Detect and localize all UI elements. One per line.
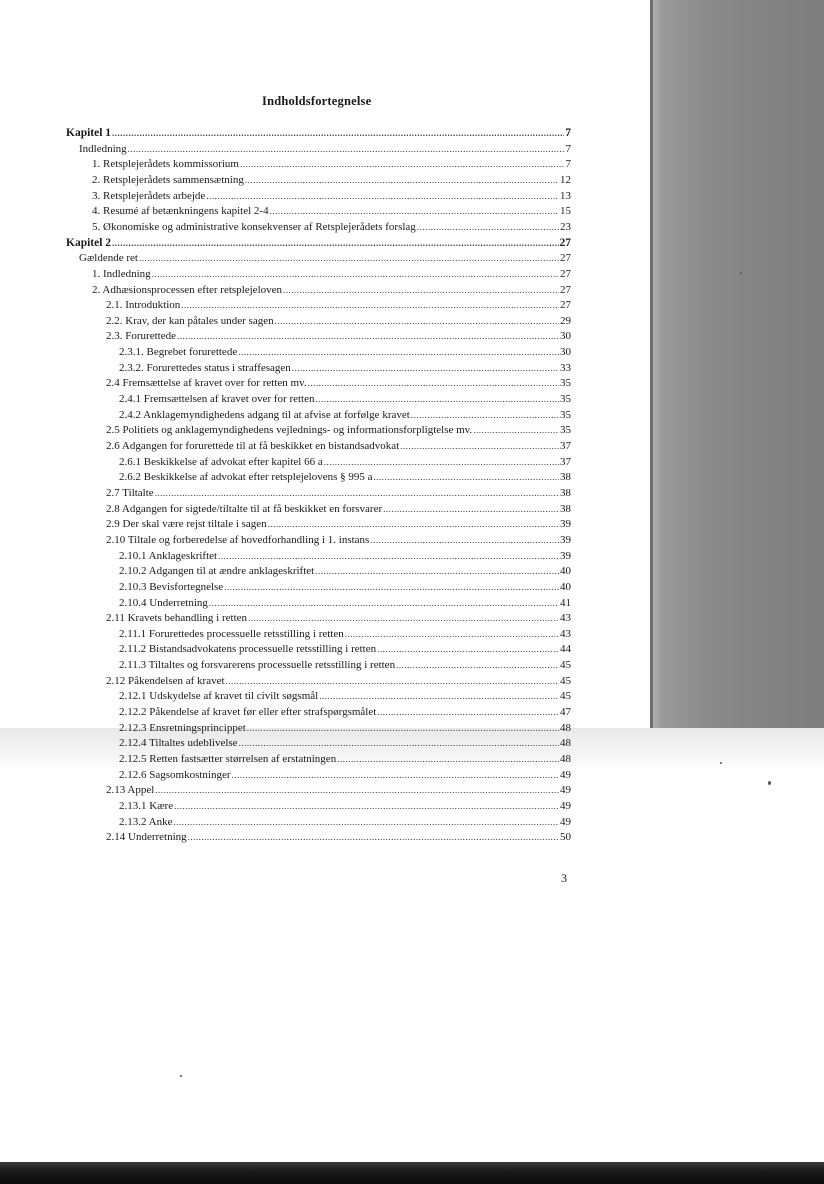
toc-entry-page: 33	[560, 361, 571, 374]
toc-entry-page: 37	[560, 455, 571, 468]
toc-entry	[119, 705, 571, 719]
toc-dot-leader	[206, 189, 559, 203]
toc-entry-page: 48	[560, 721, 571, 734]
toc-entry-title: 2.12.4 Tiltaltes udeblivelse	[119, 737, 238, 750]
toc-entry-title: 2.11.2 Bistandsadvokatens processuelle retsstilling i retten	[119, 643, 377, 656]
toc-entry-page: 35	[560, 393, 571, 406]
toc-entry-title: 2.11 Kravets behandling i retten	[106, 612, 248, 625]
toc-dot-leader	[188, 830, 559, 844]
toc-dot-leader	[370, 533, 559, 547]
toc-dot-leader	[240, 157, 565, 171]
toc-entry-title: 2.12.3 Ensretningsprincippet	[119, 721, 246, 734]
toc-entry	[119, 470, 571, 484]
toc-dot-leader	[209, 596, 559, 610]
toc-dot-leader	[400, 439, 559, 453]
toc-entry	[119, 799, 571, 813]
toc-dot-leader	[396, 658, 559, 672]
toc-entry-title: 2.12.1 Udskydelse af kravet til civilt søgsmål	[119, 690, 319, 703]
toc-entry-title: 2.8 Adgangen for sigtede/tiltalte til at få beskikket en forsvarer	[106, 502, 383, 515]
toc-entry-title: Gældende ret	[79, 252, 138, 265]
toc-entry-title: 2.4 Fremsættelse af kravet over for retten mv.	[106, 377, 307, 390]
toc-entry-title: 1. Retsplejerådets kommissorium	[92, 158, 239, 171]
scan-speck	[768, 781, 771, 785]
toc-entry-page: 50	[560, 831, 571, 844]
toc-entry-page: 39	[560, 549, 571, 562]
toc-dot-leader	[139, 251, 559, 265]
toc-entry-page: 38	[560, 486, 571, 499]
toc-entry-title: 2.11.1 Forurettedes processuelle retsstilling i retten	[119, 627, 344, 640]
toc-dot-leader	[155, 486, 559, 500]
toc-entry	[119, 392, 571, 406]
toc-entry-page: 30	[560, 346, 571, 359]
toc-dot-leader	[411, 408, 559, 422]
toc-entry-page: 27	[560, 267, 571, 280]
toc-entry-title: 2.6 Adgangen for forurettede til at få beskikket en bistandsadvokat	[106, 440, 400, 452]
toc-entry-page: 45	[560, 659, 571, 672]
toc-dot-leader	[308, 376, 559, 390]
toc-entry-page: 23	[560, 220, 571, 233]
toc-entry-title: 2.5 Politiets og anklagemyndighedens vejlednings- og informationsforpligtelse mv.	[106, 424, 473, 437]
toc-entry	[119, 642, 571, 656]
toc-entry-title: 2. Retsplejerådets sammensætning	[92, 173, 244, 186]
toc-entry-title: 5. Økonomiske og administrative konsekvenser af Retsplejerådets forslag	[92, 220, 416, 233]
toc-entry	[119, 549, 571, 563]
toc-entry-title: 2.11.3 Tiltaltes og forsvarerens processuelle retsstilling i retten	[119, 659, 396, 672]
toc-dot-leader	[112, 126, 564, 140]
toc-entry-title: 2.12 Påkendelsen af kravet	[106, 674, 225, 687]
toc-entry-page: 37	[560, 440, 571, 452]
toc-dot-leader	[226, 674, 559, 688]
scan-speck	[720, 762, 722, 764]
toc-entry-title: 2.12.6 Sagsomkostninger	[119, 768, 231, 781]
toc-dot-leader	[319, 689, 559, 703]
toc-entry-page: 12	[560, 173, 571, 186]
toc-entry	[119, 596, 571, 610]
toc-entry-page: 45	[560, 674, 571, 687]
toc-entry-title: Indledning	[79, 142, 127, 155]
toc-dot-leader	[218, 549, 559, 563]
toc-entry-page: 41	[560, 596, 571, 609]
toc-entry	[106, 423, 571, 437]
toc-entry-title: 4. Resumé af betænkningens kapitel 2-4	[92, 205, 269, 218]
scanner-bottom-edge	[0, 1162, 824, 1184]
toc-entry	[119, 345, 571, 359]
toc-entry	[106, 611, 571, 625]
toc-entry-page: 7	[565, 127, 571, 139]
scan-shadow	[650, 0, 824, 728]
toc-dot-leader	[324, 455, 559, 469]
toc-dot-leader	[283, 283, 559, 297]
toc-entry-title: 2.3. Forurettede	[106, 330, 176, 343]
toc-entry-title: 2.3.2. Forurettedes status i straffesagen	[119, 361, 291, 374]
toc-dot-leader	[224, 580, 559, 594]
toc-entry	[119, 361, 571, 375]
toc-entry-page: 47	[560, 706, 571, 719]
toc-entry-page: 27	[560, 299, 571, 312]
scan-speck	[740, 272, 742, 274]
toc-entry	[119, 815, 571, 829]
toc-entry	[79, 142, 571, 156]
toc-entry-title: 3. Retsplejerådets arbejde	[92, 189, 206, 202]
toc-entry	[119, 580, 571, 594]
toc-entry-title: 2.2. Krav, der kan påtales under sagen	[106, 314, 274, 327]
toc-entry	[106, 830, 571, 844]
toc-dot-leader	[417, 220, 559, 234]
toc-entry-page: 40	[560, 580, 571, 593]
toc-dot-leader	[315, 564, 559, 578]
toc-dot-leader	[239, 736, 559, 750]
toc-entry-title: 2.12.5 Retten fastsætter størrelsen af erstatningen	[119, 753, 337, 765]
toc-dot-leader	[374, 470, 559, 484]
toc-entry-title: 2.4.2 Anklagemyndighedens adgang til at afvise at forfølge kravet	[119, 408, 410, 421]
toc-entry	[92, 204, 571, 218]
toc-entry-page: 27	[559, 236, 571, 249]
toc-dot-leader	[155, 783, 559, 797]
toc-entry-page: 43	[560, 627, 571, 640]
toc-entry	[119, 689, 571, 703]
toc-entry-title: 2.10.3 Bevisfortegnelse	[119, 580, 224, 593]
toc-entry	[66, 126, 571, 140]
toc-entry-page: 38	[560, 502, 571, 515]
toc-entry-page: 7	[565, 158, 571, 171]
toc-entry-page: 27	[560, 252, 571, 265]
toc-entry	[106, 314, 571, 328]
toc-entry	[119, 627, 571, 641]
toc-dot-leader	[177, 329, 559, 343]
toc-entry-page: 49	[560, 784, 571, 797]
toc-entry-title: 2.10 Tiltale og forberedelse af hovedforhandling i 1. instans	[106, 533, 370, 546]
toc-entry-page: 7	[565, 142, 571, 155]
toc-entry-title: Kapitel 2	[66, 236, 112, 249]
toc-entry	[119, 736, 571, 750]
toc-entry-title: 2.10.4 Underretning	[119, 596, 208, 609]
toc-entry	[79, 251, 571, 265]
toc-dot-leader	[345, 627, 559, 641]
toc-entry-page: 48	[560, 753, 571, 765]
toc-entry	[92, 220, 571, 234]
toc-entry-page: 40	[560, 565, 571, 578]
toc-entry	[92, 267, 571, 281]
toc-entry	[119, 752, 571, 766]
toc-entry	[119, 455, 571, 469]
page-title: Indholdsfortegnelse	[262, 94, 372, 108]
toc-entry	[106, 783, 571, 797]
toc-dot-leader	[316, 392, 560, 406]
toc-entry-page: 29	[560, 314, 571, 327]
toc-entry-title: 2.3.1. Begrebet forurettede	[119, 346, 238, 359]
toc-entry	[119, 658, 571, 672]
toc-entry	[119, 768, 571, 782]
toc-dot-leader	[245, 173, 559, 187]
toc-entry-page: 15	[560, 205, 571, 218]
toc-entry-title: 1. Indledning	[92, 267, 151, 280]
toc-entry-title: 2.4.1 Fremsættelsen af kravet over for retten	[119, 393, 315, 406]
toc-entry	[106, 517, 571, 531]
page-number: 3	[561, 871, 567, 885]
scan-shadow-edge	[650, 0, 653, 728]
toc-entry-page: 43	[560, 612, 571, 625]
toc-entry-page: 48	[560, 737, 571, 750]
toc-dot-leader	[292, 361, 559, 375]
toc-entry	[119, 408, 571, 422]
toc-entry-title: 2.1. Introduktion	[106, 299, 181, 312]
toc-dot-leader	[128, 142, 565, 156]
toc-dot-leader	[174, 799, 559, 813]
toc-entry-page: 35	[560, 377, 571, 390]
toc-entry	[66, 236, 571, 250]
toc-entry-title: 2.13 Appel	[106, 784, 155, 797]
toc-dot-leader	[270, 204, 559, 218]
toc-entry	[92, 189, 571, 203]
toc-entry	[106, 533, 571, 547]
toc-entry	[106, 329, 571, 343]
toc-entry-page: 35	[560, 424, 571, 437]
toc-dot-leader	[473, 423, 559, 437]
toc-entry-page: 39	[560, 518, 571, 531]
toc-dot-leader	[152, 267, 559, 281]
toc-entry-page: 49	[560, 815, 571, 828]
toc-entry-title: 2.6.2 Beskikkelse af advokat efter retsplejelovens § 995 a	[119, 471, 373, 484]
toc-dot-leader	[337, 752, 559, 766]
toc-entry	[92, 157, 571, 171]
toc-dot-leader	[181, 298, 559, 312]
scan-speck	[180, 1075, 182, 1077]
toc-entry-title: 2.13.1 Kære	[119, 799, 174, 812]
toc-entry	[92, 173, 571, 187]
toc-entry-page: 30	[560, 330, 571, 343]
toc-entry-page: 49	[560, 799, 571, 812]
toc-entry-title: 2.14 Underretning	[106, 831, 187, 844]
toc-entry-page: 49	[560, 768, 571, 781]
toc-entry-page: 27	[560, 283, 571, 296]
toc-dot-leader	[268, 517, 559, 531]
toc-entry-page: 13	[560, 189, 571, 202]
toc-entry	[106, 502, 571, 516]
toc-dot-leader	[112, 236, 558, 250]
toc-entry-page: 45	[560, 690, 571, 703]
toc-dot-leader	[275, 314, 559, 328]
toc-entry-title: 2.9 Der skal være rejst tiltale i sagen	[106, 518, 267, 531]
toc-entry-page: 38	[560, 471, 571, 484]
toc-entry-title: 2.10.2 Adgangen til at ændre anklageskriftet	[119, 565, 315, 578]
toc-entry-title: 2.7 Tiltalte	[106, 486, 154, 499]
toc-entry-title: 2.10.1 Anklageskriftet	[119, 549, 218, 562]
toc-dot-leader	[232, 768, 559, 782]
toc-entry-page: 35	[560, 408, 571, 421]
toc-entry	[106, 439, 571, 453]
toc-entry-page: 44	[560, 643, 571, 656]
toc-dot-leader	[238, 345, 559, 359]
toc-entry-title: 2.12.2 Påkendelse af kravet før eller efter strafspørgsmålet	[119, 706, 377, 719]
toc-entry	[119, 564, 571, 578]
toc-entry-title: 2.13.2 Anke	[119, 815, 173, 828]
toc-dot-leader	[173, 815, 559, 829]
toc-entry	[106, 298, 571, 312]
toc-dot-leader	[383, 502, 559, 516]
toc-entry	[106, 376, 571, 390]
toc-dot-leader	[377, 642, 559, 656]
toc-entry-page: 39	[560, 533, 571, 546]
toc-entry	[119, 721, 571, 735]
toc-dot-leader	[248, 611, 559, 625]
toc-entry-title: Kapitel 1	[66, 127, 112, 139]
toc-dot-leader	[377, 705, 559, 719]
toc-entry-title: 2.6.1 Beskikkelse af advokat efter kapitel 66 a	[119, 455, 323, 468]
toc-entry	[106, 674, 571, 688]
toc-entry-title: 2. Adhæsionsprocessen efter retsplejeloven	[92, 283, 283, 296]
toc-entry	[92, 283, 571, 297]
toc-dot-leader	[247, 721, 559, 735]
toc-entry	[106, 486, 571, 500]
